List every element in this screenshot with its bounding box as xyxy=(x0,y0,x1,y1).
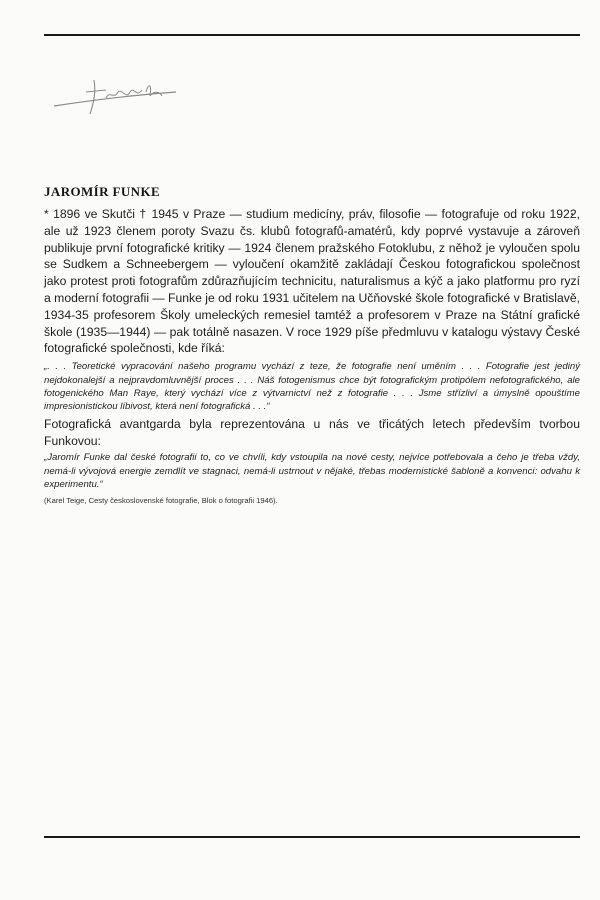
funke-quote: „. . . Teoretické vypracování našeho programu vychází z teze, že fotografie není uměním . . . Fotografie jest jediný nejdokonalejší a nejpravdomluvnější proces . . . Náš fotogenismus chce být fotografickým protipólem nefotografického, ale fotogenického Man Raye, který vychází více z výtvarnictví než z fotografie . . . Jsme střízliví a úmyslně opouštíme impresionistickou líbivost, která není fotografická . . .“ xyxy=(44,361,580,413)
signature-image xyxy=(50,62,190,124)
teige-quote: „Jaromír Funke dal české fotografii to, co ve chvíli, kdy vstoupila na nové cesty, nejvíce potřebovala a čeho je třeba vždy, nemá-li vývojová energie zemdlít ve stagnaci, nemá-li ustrnout v nějaké, třebas modernistické šabloně a konvenci: odvahu k experimentu.“ xyxy=(44,452,580,491)
quote-source: (Karel Teige, Cesty československé fotografie, Blok o fotografii 1946). xyxy=(44,495,278,505)
transition-paragraph: Fotografická avantgarda byla reprezentována u nás ve třicátých letech především tvorbou Funkovou: xyxy=(44,416,580,448)
biography-paragraph: * 1896 ve Skutči † 1945 v Praze — studium medicíny, práv, filosofie — fotografuje od roku 1922, ale už 1923 členem poroty Svazu čs. klubů fotografů-amatérů, kdy poprvé vystavuje a zároveň publikuje první fotografické kritiky — 1924 členem pražského Fotoklubu, z něhož je vyloučen spolu se Sudkem a Schneebergem — vyloučení okamžitě zakládají Českou fotografickou společnost jako protest proti fotografům zdůrazňujícím technicitu, naturalismus a kýč a jako platformu pro ryzí a moderní fotografii — Funke je od roku 1931 učitelem na Učňovské škole fotografické v Bratislavě, 1934-35 profesorem Školy umeleckých remesiel tamtéž a profesorem v Praze na Státní grafické škole (1935—1944) — pak totálně nasazen. V roce 1929 píše předmluvu v katalogu výstavy České fotografické společnosti, kde říká: xyxy=(44,207,580,356)
top-rule xyxy=(44,34,580,36)
bottom-rule xyxy=(44,836,580,838)
page-heading: JAROMÍR FUNKE xyxy=(44,184,161,199)
article-body xyxy=(44,206,580,505)
